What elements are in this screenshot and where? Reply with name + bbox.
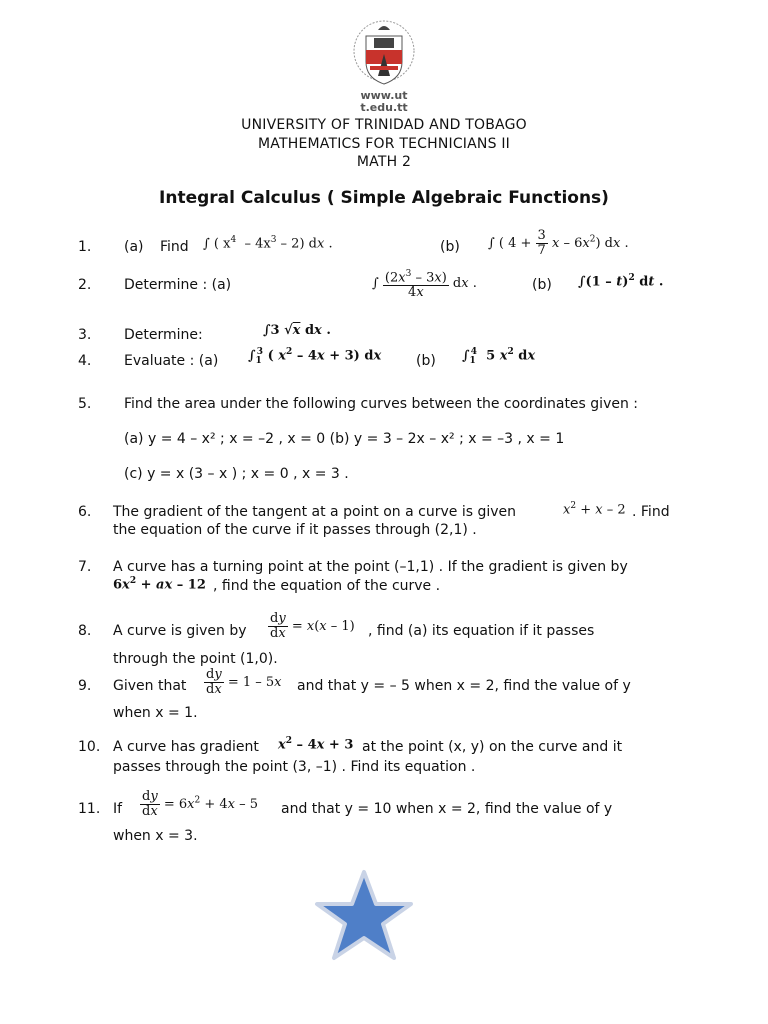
q10-number: 10. xyxy=(78,739,101,755)
q8-line2: through the point (1,0). xyxy=(113,651,278,667)
q5-number: 5. xyxy=(78,396,92,412)
q11-line1-a: If xyxy=(113,801,123,817)
q8-line1-a: A curve is given by xyxy=(113,623,247,639)
q4-a-integral: $\int_1^3$ ( $x^2 - 4x + 3$) dx xyxy=(248,347,382,366)
decorative-star xyxy=(312,868,416,962)
q1-a-label: (a) xyxy=(124,239,144,255)
q3-number: 3. xyxy=(78,327,92,343)
q4-text: Evaluate : (a) xyxy=(124,353,219,369)
q8-equation: $\frac{dy}{dx}$ = x(x – 1) xyxy=(270,611,355,641)
q1-a-text: Find xyxy=(160,239,189,255)
q5-parts-ab: (a) y = 4 – x² ; x = –2 , x = 0 (b) y = 3 – 2x – x² ; x = –3 , x = 1 xyxy=(124,431,565,447)
q11-line1-b: and that y = 10 when x = 2, find the value of y xyxy=(281,801,613,817)
q9-number: 9. xyxy=(78,678,92,694)
q9-equation: $\frac{dy}{dx}$ = 1 – 5x xyxy=(206,667,282,697)
q8-line1-b: , find (a) its equation if it passes xyxy=(368,623,595,639)
q2-b-label: (b) xyxy=(532,277,552,293)
q1-a-integral: ∫ ( $x^4 - 4x^3 - 2$) dx . xyxy=(203,235,333,252)
q9-line2: when x = 1. xyxy=(113,705,198,721)
q9-line1-a: Given that xyxy=(113,678,187,694)
q3-integral: ∫3 √x dx . xyxy=(263,323,331,338)
q4-b-label: (b) xyxy=(416,353,436,369)
q6-line1-b: . Find xyxy=(632,504,670,520)
q9-line1-b: and that y = – 5 when x = 2, find the value of y xyxy=(297,678,631,694)
q2-a-integral: ∫ $\frac{(2x^3 - 3x)}{4x}$ dx . xyxy=(372,269,477,301)
q10-line2: passes through the point (3, –1) . Find its equation . xyxy=(113,759,476,775)
q10-line1-b: at the point (x, y) on the curve and it xyxy=(362,739,623,755)
course-name: MATHEMATICS FOR TECHNICIANS II xyxy=(258,136,510,152)
q6-number: 6. xyxy=(78,504,92,520)
q2-b-integral: ∫(1 – t)$^2$ dt . xyxy=(578,273,664,290)
website-line2: t.edu.tt xyxy=(360,101,408,114)
q2-text: Determine : (a) xyxy=(124,277,232,293)
star-icon xyxy=(312,868,416,962)
q5-text: Find the area under the following curves between the coordinates given : xyxy=(124,396,639,412)
website-line1: www.ut xyxy=(360,89,408,102)
q2-number: 2. xyxy=(78,277,92,293)
q7-number: 7. xyxy=(78,559,92,575)
page-title: Integral Calculus ( Simple Algebraic Functions) xyxy=(159,188,609,208)
course-code: MATH 2 xyxy=(356,154,412,170)
q7-expression: $6x^2$ + ax – 12 xyxy=(113,576,206,593)
q8-number: 8. xyxy=(78,623,92,639)
q5-part-c: (c) y = x (3 – x ) ; x = 0 , x = 3 . xyxy=(124,466,349,482)
q11-equation: $\frac{dy}{dx}$ = $6x^2 + 4x - 5$ xyxy=(142,789,259,819)
q11-line2: when x = 3. xyxy=(113,828,198,844)
q10-line1-a: A curve has gradient xyxy=(113,739,259,755)
q6-line1-a: The gradient of the tangent at a point on a curve is given xyxy=(113,504,517,520)
q6-expression: $x^2 + x - 2$ xyxy=(563,501,626,518)
university-name: UNIVERSITY OF TRINIDAD AND TOBAGO xyxy=(241,117,527,133)
q7-line2: , find the equation of the curve . xyxy=(213,578,441,594)
university-logo xyxy=(344,14,424,88)
q4-b-integral: $\int_1^4$ 5 $x^2$ dx xyxy=(462,347,536,366)
q1-number: 1. xyxy=(78,239,92,255)
q1-b-label: (b) xyxy=(440,239,460,255)
q7-line1: A curve has a turning point at the point (–1,1) . If the gradient is given by xyxy=(113,559,628,575)
q6-line2: the equation of the curve if it passes through (2,1) . xyxy=(113,522,477,538)
q4-number: 4. xyxy=(78,353,92,369)
q11-number: 11. xyxy=(78,801,101,817)
crest-icon xyxy=(344,14,424,88)
q1-b-integral: ∫ ( 4 + $\frac{3}{7}$ x – $6x^2$) dx . xyxy=(488,228,629,258)
q10-expression: $x^2 - 4x + 3$ xyxy=(278,736,354,753)
q3-text: Determine: xyxy=(124,327,203,343)
